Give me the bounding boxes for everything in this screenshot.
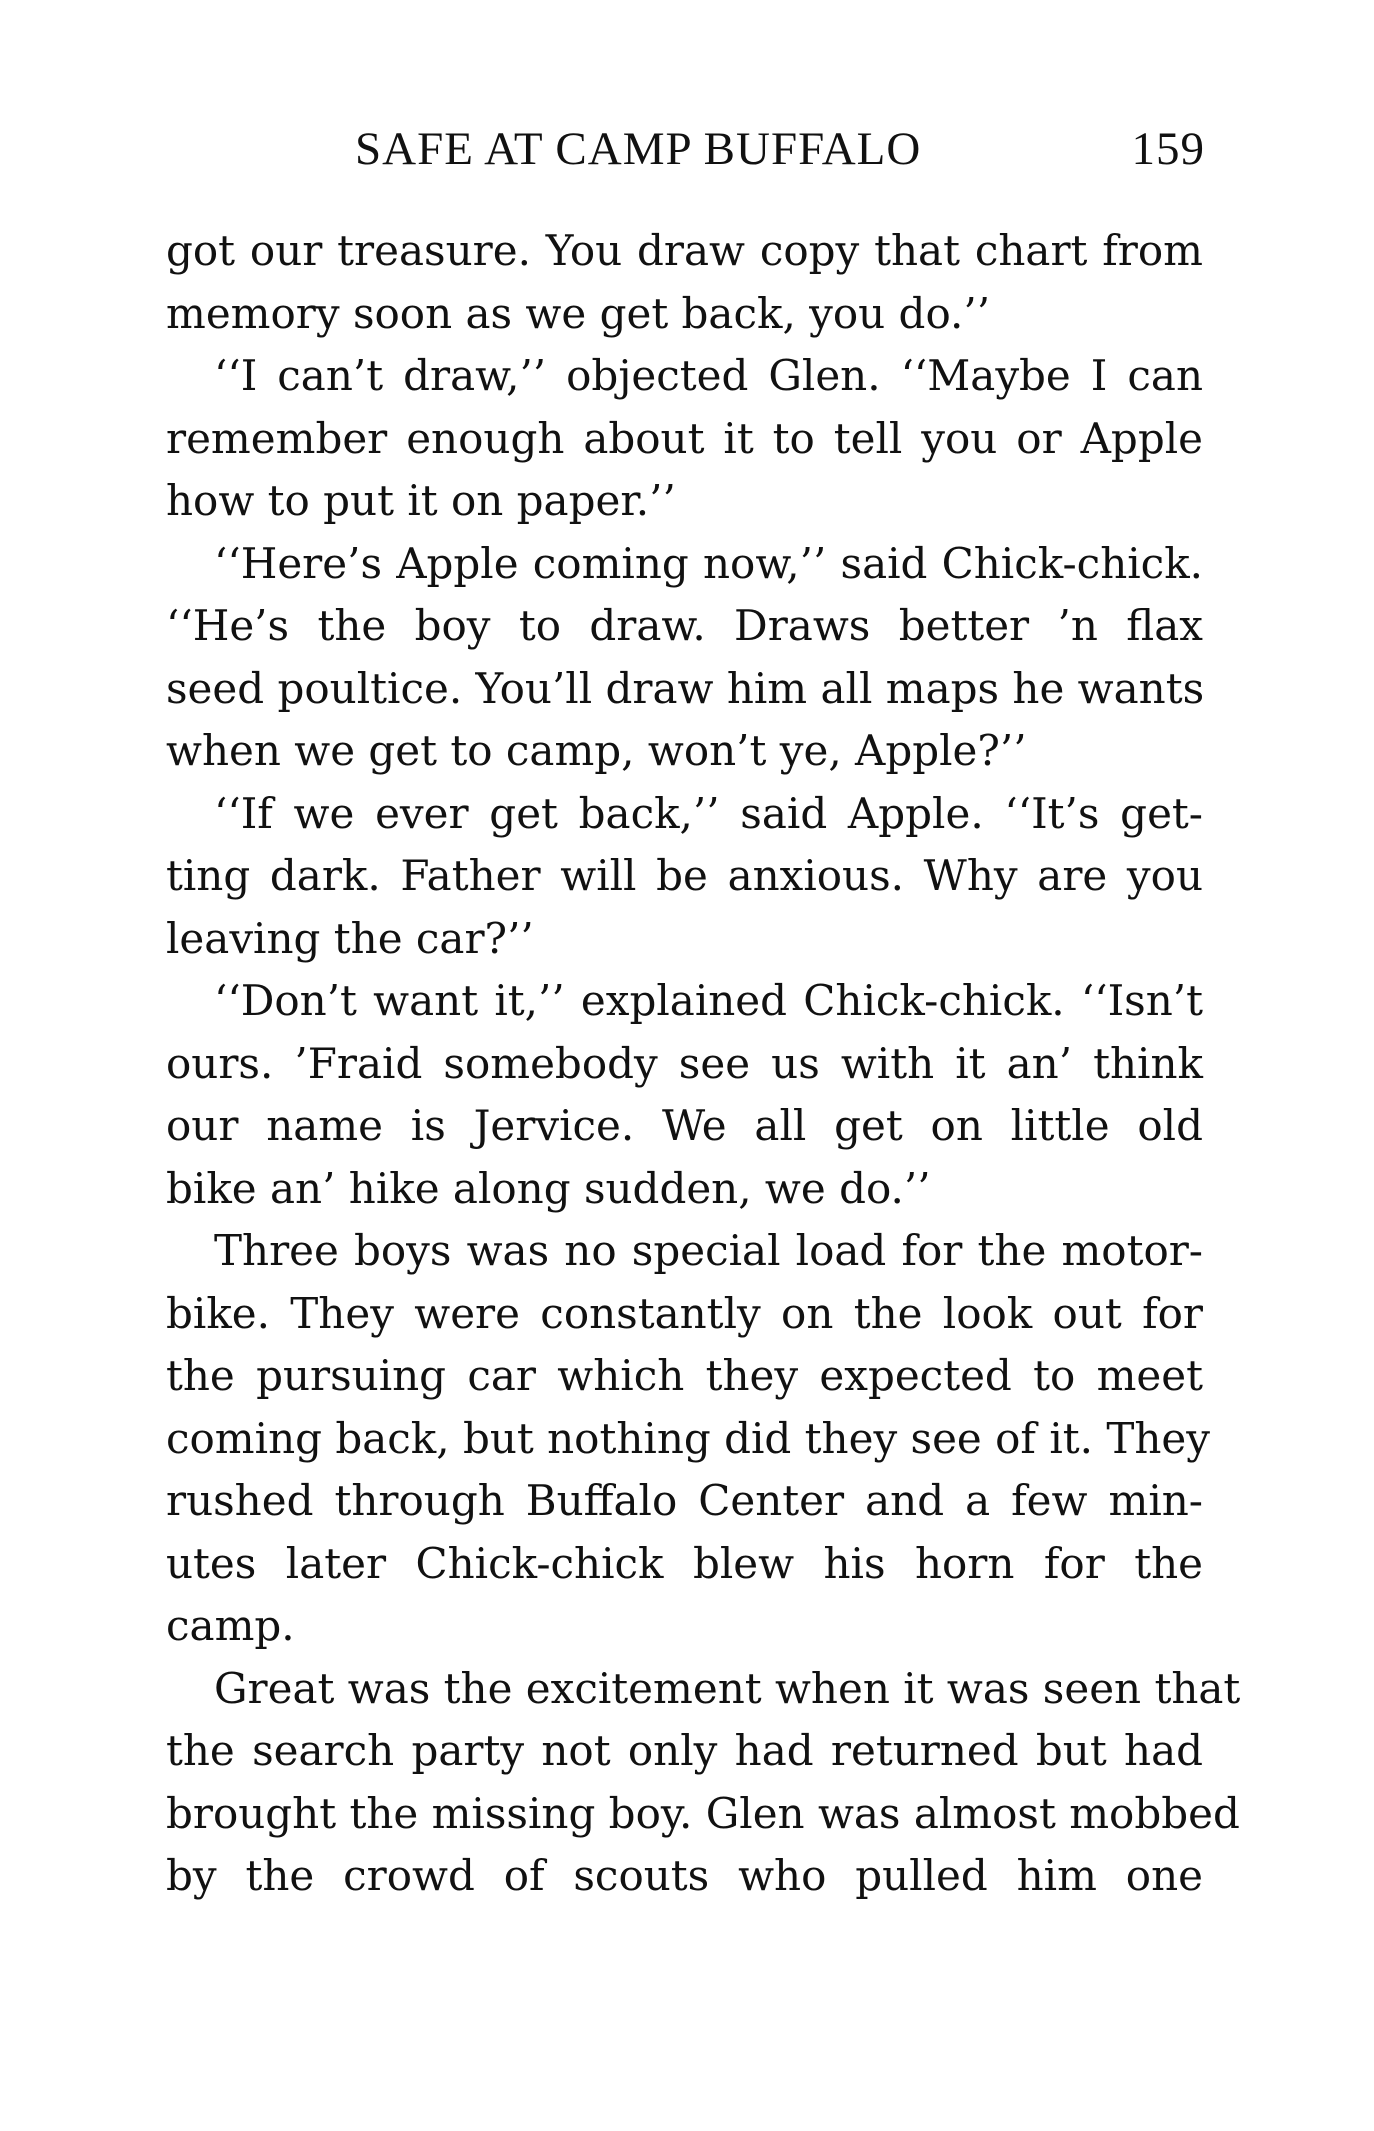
text-line: by the crowd of scouts who pulled him one [166, 1851, 1203, 1900]
text-line: ‘‘He’s the boy to draw. Draws better ’n flax [166, 601, 1203, 650]
text-line: utes later Chick-chick blew his horn for the [166, 1538, 1203, 1588]
text-line: the search party not only had returned but had [166, 1726, 1203, 1775]
text-line: our name is Jervice. We all get on little old [166, 1101, 1203, 1150]
text-line: leaving the car?’’ [166, 913, 534, 963]
text-line: ‘‘I can’t draw,’’ objected Glen. ‘‘Maybe I can [214, 351, 1203, 400]
text-line: rushed through Buffalo Center and a few min- [166, 1476, 1203, 1525]
text-line: bike. They were constantly on the look out for [166, 1288, 1203, 1338]
text-line: ting dark. Father will be anxious. Why are you [166, 851, 1203, 900]
text-line: brought the missing boy. Glen was almost mobbed [166, 1788, 1240, 1838]
text-line: when we get to camp, won’t ye, Apple?’’ [166, 726, 1027, 775]
body-text [166, 220, 1241, 1908]
text-line: memory soon as we get back, you do.’’ [166, 288, 991, 338]
page-number: 159 [1131, 123, 1205, 175]
running-head [355, 122, 1205, 182]
running-title: SAFE AT CAMP BUFFALO [355, 123, 922, 175]
text-line: ‘‘Don’t want it,’’ explained Chick-chick. ‘‘Isn’t [214, 976, 1203, 1025]
text-line: got our treasure. You draw copy that chart from [166, 226, 1203, 275]
text-line: the pursuing car which they expected to meet [166, 1351, 1203, 1400]
text-line: how to put it on paper.’’ [166, 476, 676, 525]
text-line: Three boys was no special load for the motor- [214, 1226, 1203, 1275]
text-line: seed poultice. You’ll draw him all maps he wants [166, 663, 1205, 713]
text-line: ‘‘Here’s Apple coming now,’’ said Chick-chick. [214, 538, 1203, 588]
text-line: Great was the excitement when it was seen that [214, 1663, 1241, 1713]
text-line: ours. ’Fraid somebody see us with it an’ think [166, 1038, 1203, 1088]
text-line: bike an’ hike along sudden, we do.’’ [166, 1163, 931, 1213]
text-line: coming back, but nothing did they see of it. They [166, 1413, 1210, 1463]
text-line: ‘‘If we ever get back,’’ said Apple. ‘‘It’s get- [214, 788, 1203, 838]
text-line: remember enough about it to tell you or Apple [166, 413, 1203, 463]
text-line: camp. [166, 1601, 295, 1650]
